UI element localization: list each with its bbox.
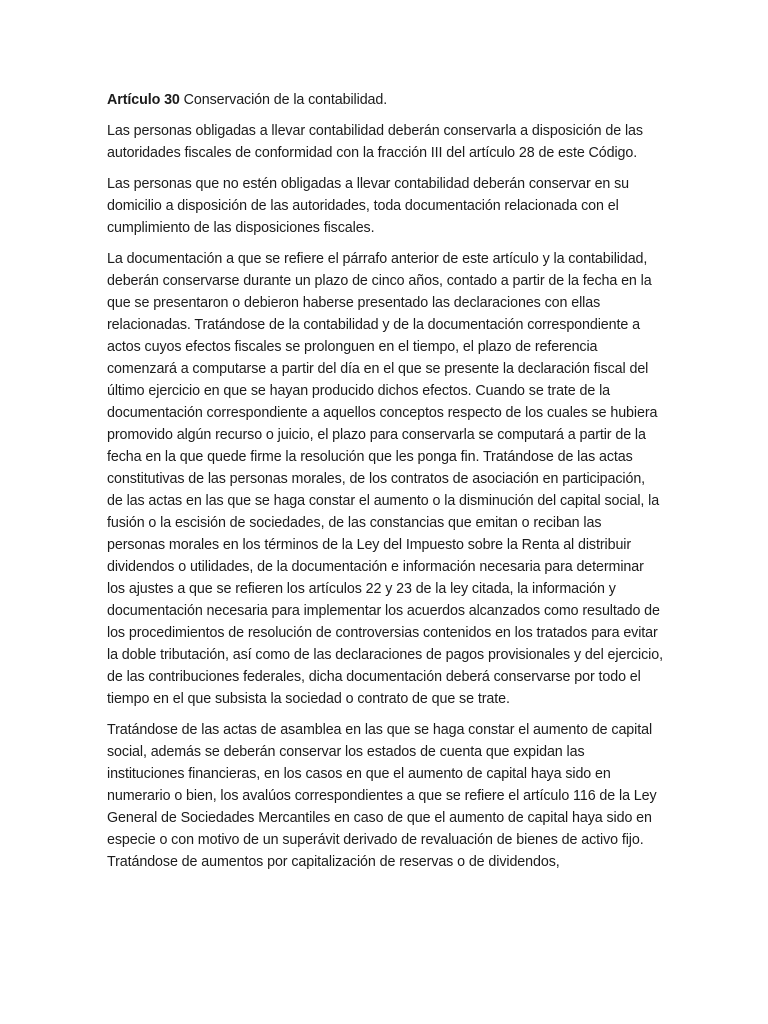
article-number: Artículo 30 [107, 92, 180, 108]
paragraph-3: La documentación a que se refiere el párrafo anterior de este artículo y la contabilidad, deberán conservarse durante un plazo de cinco años, contado a partir de la fecha en la que se presentaron o debieron haberse presentado las declaraciones con ellas relacionadas. Tratándose de la contabilidad y de la documentación correspondiente a actos cuyos efectos fiscales se prolonguen en el tiempo, el plazo de referencia comenzará a computarse a partir del día en el que se presente la declaración fiscal del último ejercicio en que se hayan producido dichos efectos. Cuando se trate de la documentación correspondiente a aquellos conceptos respecto de los cuales se hubiera promovido algún recurso o juicio, el plazo para conservarla se computará a partir de la fecha en la que quede firme la resolución que les ponga fin. Tratándose de las actas constitutivas de las personas morales, de los contratos de asociación en participación, de las actas en las que se haga constar el aumento o la disminución del capital social, la fusión o la escisión de sociedades, de las constancias que emitan o reciban las personas morales en los términos de la Ley del Impuesto sobre la Renta al distribuir dividendos o utilidades, de la documentación e información necesaria para determinar los ajustes a que se refieren los artículos 22 y 23 de la ley citada, la información y documentación necesaria para implementar los acuerdos alcanzados como resultado de los procedimientos de resolución de controversias contenidos en los tratados para evitar la doble tributación, así como de las declaraciones de pagos provisionales y del ejercicio, de las contribuciones federales, dicha documentación deberá conservarse por todo el tiempo en el que subsista la sociedad o contrato de que se trate. [107, 251, 663, 707]
paragraph-4: Tratándose de las actas de asamblea en las que se haga constar el aumento de capital social, además se deberán conservar los estados de cuenta que expidan las instituciones financieras, en los casos en que el aumento de capital haya sido en numerario o bien, los avalúos correspondientes a que se refiere el artículo 116 de la Ley General de Sociedades Mercantiles en caso de que el aumento de capital haya sido en especie o con motivo de un superávit derivado de revaluación de bienes de activo fijo. Tratándose de aumentos por capitalización de reservas o de dividendos, [107, 722, 657, 870]
document-page [107, 89, 663, 882]
article-heading [107, 89, 663, 111]
paragraph-1: Las personas obligadas a llevar contabilidad deberán conservarla a disposición de las autoridades fiscales de conformidad con la fracción III del artículo 28 de este Código. [107, 123, 643, 161]
article-title: Conservación de la contabilidad. [183, 92, 388, 108]
paragraph-2: Las personas que no estén obligadas a llevar contabilidad deberán conservar en su domicilio a disposición de las autoridades, toda documentación relacionada con el cumplimiento de las disposiciones fiscales. [107, 176, 630, 236]
